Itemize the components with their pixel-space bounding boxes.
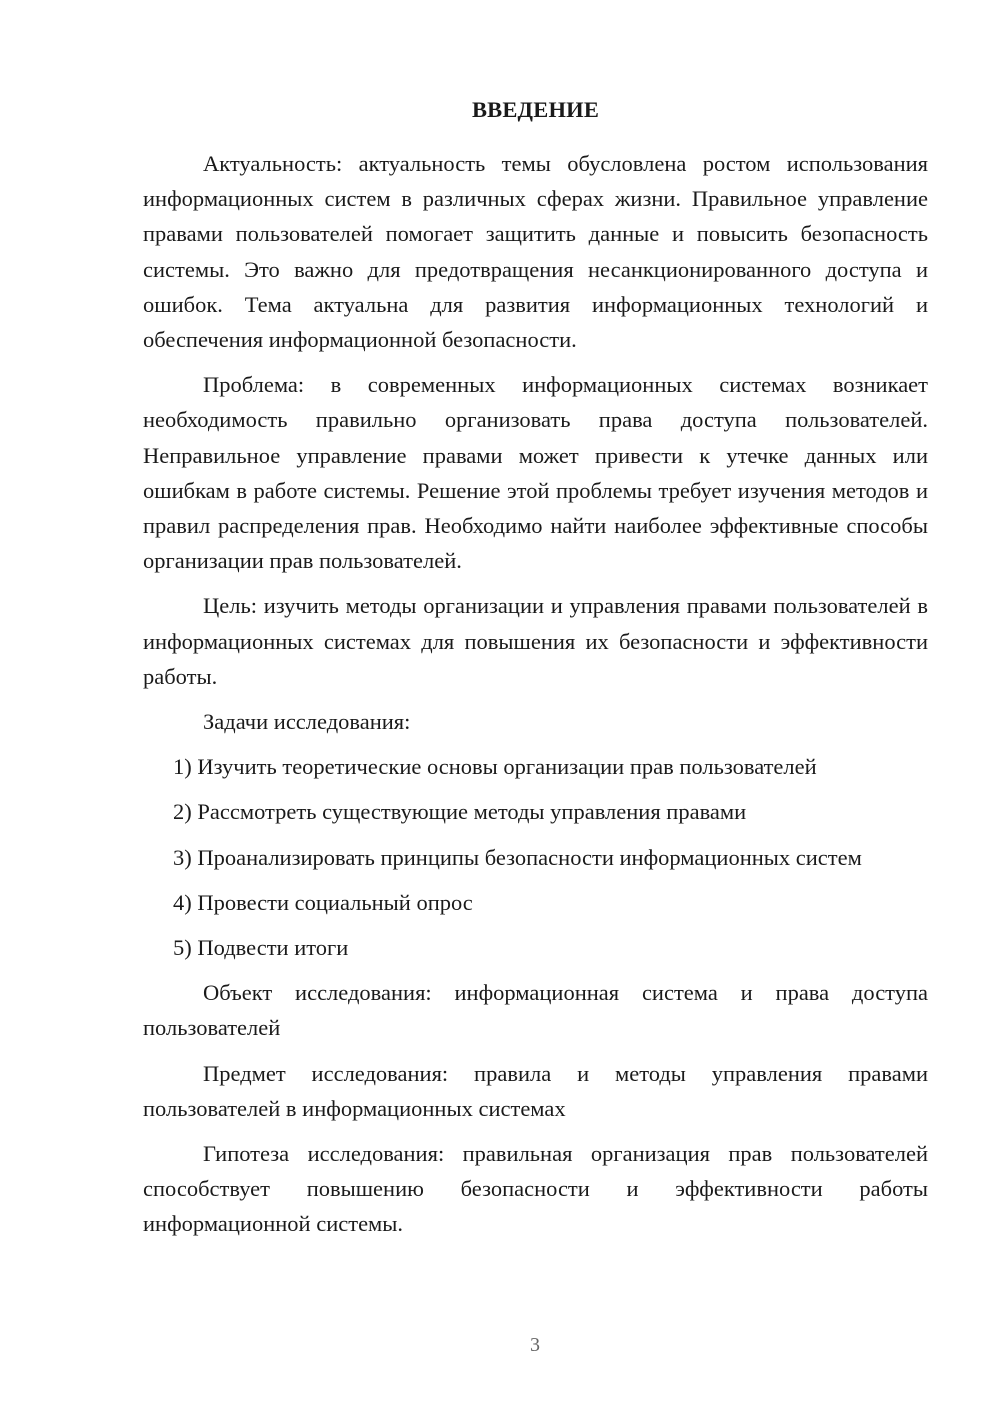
page-content — [143, 92, 928, 1252]
page-number: 3 — [530, 1334, 540, 1356]
task-item-2: 2) Рассмотреть существующие методы управления правами — [173, 799, 747, 825]
task-item-4: 4) Провести социальный опрос — [173, 889, 473, 915]
task-item-5: 5) Подвести итоги — [173, 935, 349, 961]
problem-paragraph: Проблема: в современных информационных системах возникает необходимость правильно организовать права доступа пользователей. Неправильное управление правами может привести к утечке данных или ошибкам в работе системы. Решение этой проблемы требует изучения методов и правил распределения прав. Необходимо найти наиболее эффективные способы организации прав пользователей. — [143, 372, 928, 574]
goal-paragraph: Цель: изучить методы организации и управления правами пользователей в информационных системах для повышения их безопасности и эффективности работы. — [143, 593, 928, 689]
subject-paragraph: Предмет исследования: правила и методы управления правами пользователей в информационных системах — [143, 1060, 928, 1121]
task-item-1: 1) Изучить теоретические основы организации прав пользователей — [173, 754, 817, 780]
tasks-heading: Задачи исследования: — [203, 709, 411, 735]
task-item-3: 3) Проанализировать принципы безопасности информационных систем — [173, 844, 862, 870]
page-title: ВВЕДЕНИЕ — [471, 97, 600, 122]
object-paragraph: Объект исследования: информационная система и права доступа пользователей — [143, 980, 928, 1041]
hypothesis-paragraph: Гипотеза исследования: правильная организация прав пользователей способствует повышению безопасности и эффективности работы информационной системы. — [143, 1141, 928, 1237]
relevance-paragraph: Актуальность: актуальность темы обусловлена ростом использования информационных систем в различных сферах жизни. Правильное управление правами пользователей помогает защитить данные и повысить безопасность системы. Это важно для предотвращения несанкционированного доступа и ошибок. Тема актуальна для развития информационных технологий и обеспечения информационной безопасности. — [143, 151, 928, 353]
